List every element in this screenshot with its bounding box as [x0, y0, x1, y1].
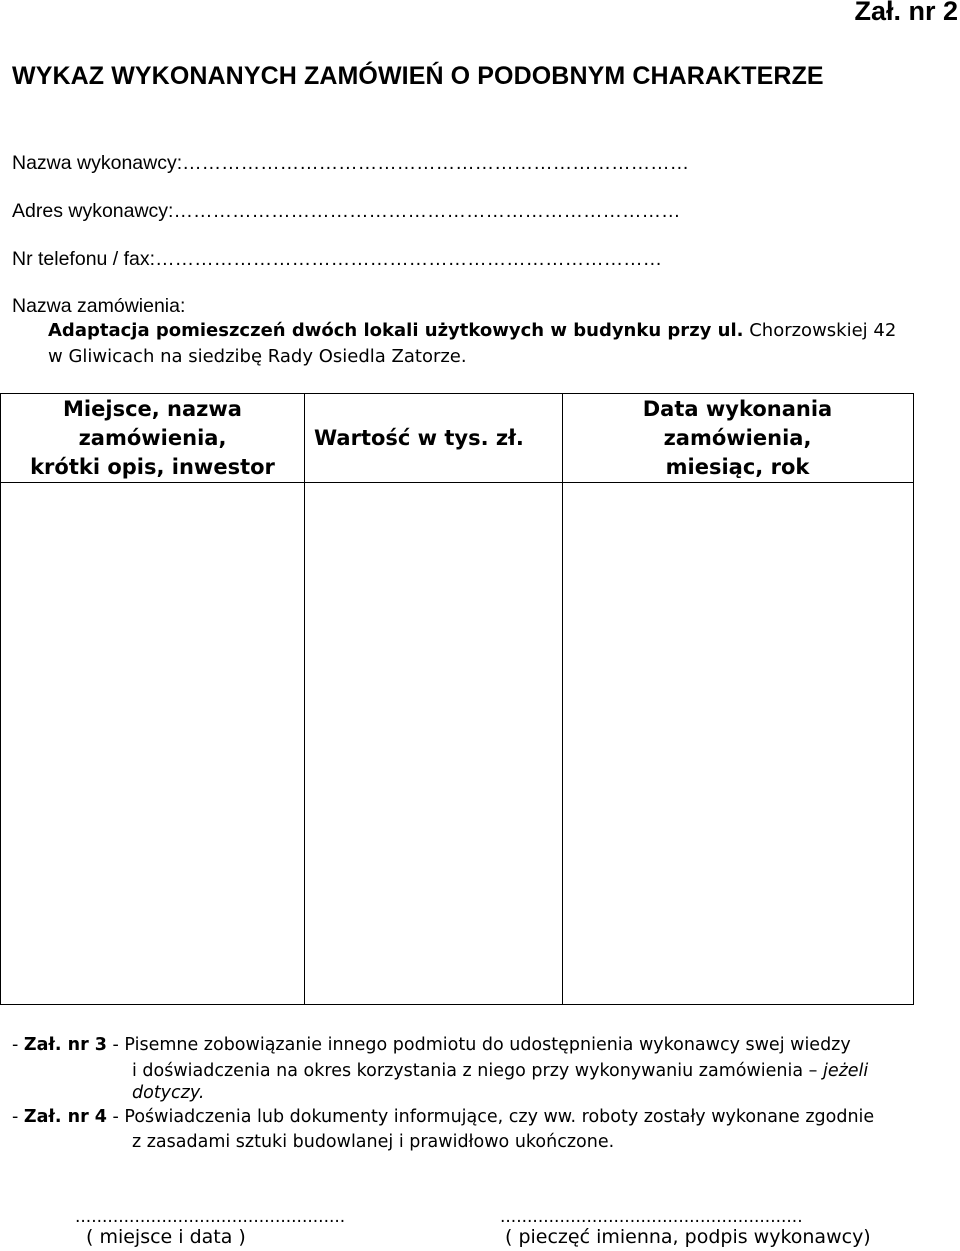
order-name-line-1-rest: Chorzowskiej 42 [743, 320, 897, 341]
column-header-date-line-3: miesiąc, rok [665, 455, 810, 479]
signature-place-date-dots: .................................................. [75, 1207, 346, 1227]
note-4-reference: Zał. nr 4 [23, 1107, 107, 1127]
order-name-line-1 [48, 320, 896, 342]
signature-place-date-caption: ( miejsce i data ) [86, 1226, 246, 1248]
orders-table [0, 393, 914, 1005]
note-attachment-3 [12, 1035, 851, 1055]
note-3-prefix: - [12, 1035, 24, 1055]
column-header-date-line-2: zamówienia, [663, 426, 812, 450]
table-column-divider-2 [562, 394, 563, 1004]
note-4-line-2-text: z zasadami sztuki budowlanej i prawidłowo ukończone. [132, 1132, 615, 1152]
note-attachment-3-line-3 [132, 1083, 204, 1103]
note-3-reference: Zał. nr 3 [23, 1035, 107, 1055]
column-header-place-line-1: Miejsce, nazwa [63, 397, 242, 421]
phone-fax-field: Nr telefonu / fax:…………………………………………………………………… [12, 248, 663, 270]
note-3-text: - Pisemne zobowiązanie innego podmiotu do udostępnienia wykonawcy swej wiedzy [106, 1035, 851, 1055]
note-3-line-2-text: i doświadczenia na okres korzystania z niego przy wykonywaniu zamówienia – [132, 1061, 823, 1081]
order-name-line-2-text: w Gliwicach na siedzibę Rady Osiedla Zatorze. [48, 346, 467, 367]
signature-contractor-dots: ........................................................ [500, 1207, 803, 1227]
signature-contractor-caption: ( pieczęć imienna, podpis wykonawcy) [505, 1226, 871, 1248]
order-name-label: Nazwa zamówienia: [12, 295, 186, 317]
note-attachment-4-line-2 [132, 1132, 614, 1152]
note-attachment-3-line-2 [132, 1061, 868, 1081]
column-header-place [1, 394, 304, 483]
note-3-line-3-text: dotyczy. [132, 1083, 205, 1103]
contractor-name-field: Nazwa wykonawcy:…………………………………………………………………… [12, 152, 690, 174]
note-3-italic: jeżeli [822, 1061, 869, 1081]
column-header-date-line-1: Data wykonania [642, 397, 833, 421]
page-title: WYKAZ WYKONANYCH ZAMÓWIEŃ O PODOBNYM CHARAKTERZE [12, 62, 824, 90]
order-name-line-1-bold: Adaptacja pomieszczeń dwóch lokali użytkowych w budynku przy ul. [48, 320, 744, 341]
column-header-value-line-1: Wartość w tys. zł. [314, 426, 524, 450]
column-header-place-line-3: krótki opis, inwestor [30, 455, 275, 479]
note-4-text: - Poświadczenia lub dokumenty informujące, czy ww. roboty zostały wykonane zgodnie [106, 1107, 875, 1127]
contractor-address-field: Adres wykonawcy:…………………………………………………………………… [12, 200, 681, 222]
table-column-divider-1 [304, 394, 305, 1004]
column-header-value [304, 394, 562, 483]
column-header-place-line-2: zamówienia, [78, 426, 227, 450]
column-header-date [562, 394, 913, 483]
note-attachment-4 [12, 1107, 874, 1127]
order-name-line-2 [48, 346, 467, 367]
attachment-label: Zał. nr 2 [854, 0, 958, 26]
note-4-prefix: - [12, 1107, 24, 1127]
